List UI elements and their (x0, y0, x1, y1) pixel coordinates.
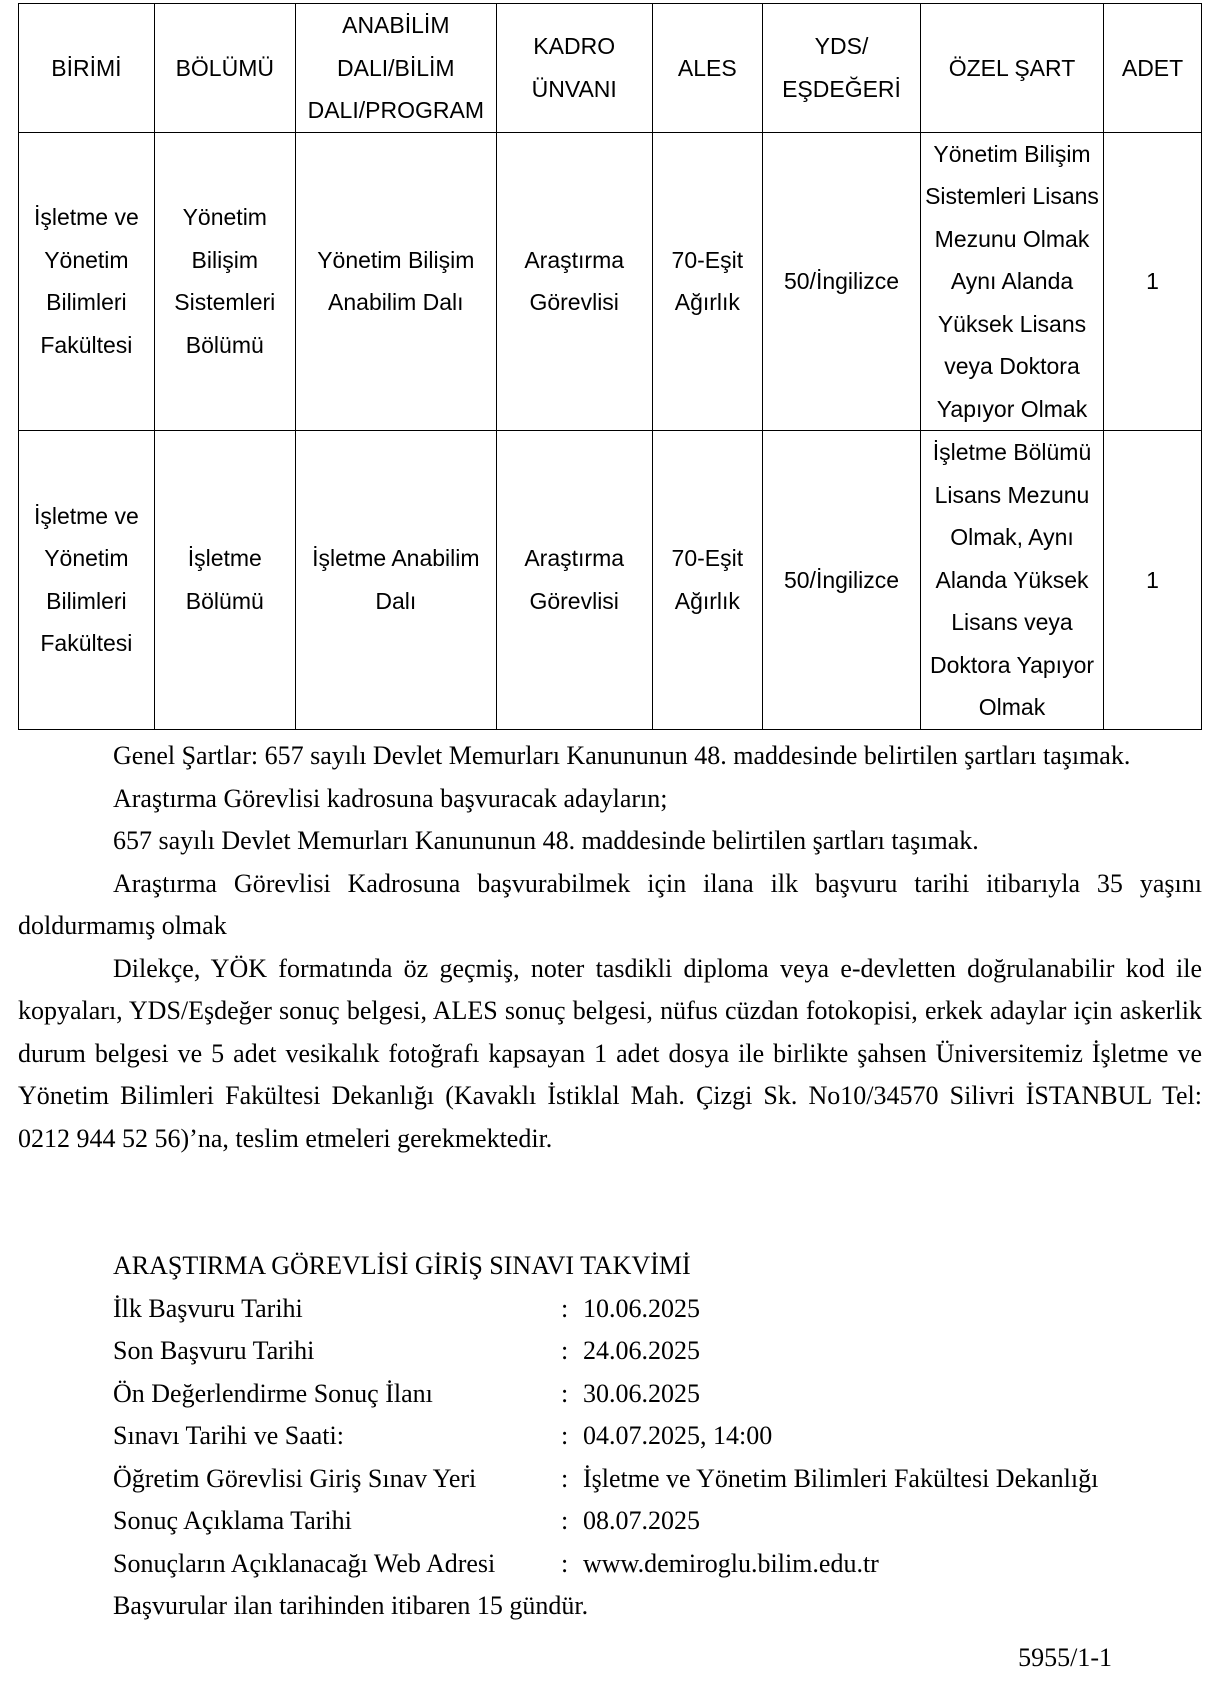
schedule-row (113, 1415, 1193, 1458)
schedule-label: Son Başvuru Tarihi (113, 1336, 315, 1365)
header-adet: ADET (1104, 4, 1202, 133)
schedule-label: Sonuçların Açıklanacağı Web Adresi (113, 1548, 496, 1578)
table-row (19, 132, 1202, 431)
law-conditions-paragraph: 657 sayılı Devlet Memurları Kanununun 48. maddesinde belirtilen şartları taşımak. (113, 826, 979, 855)
reference-number: 5955/1-1 (1018, 1643, 1112, 1672)
schedule-value: 10.06.2025 (583, 1293, 700, 1323)
cell-ozel-sart: İşletme Bölümü Lisans Mezunu Olmak, Aynı Alanda Yüksek Lisans veya Doktora Yapıyor Olmak (920, 431, 1103, 730)
applicants-intro-paragraph: Araştırma Görevlisi kadrosuna başvuracak adayların; (113, 783, 668, 813)
cell-adet: 1 (1104, 132, 1202, 431)
cell-ozel-sart: Yönetim Bilişim Sistemleri Lisans Mezunu Olmak Aynı Alanda Yüksek Lisans veya Doktora Yapıyor Olmak (920, 132, 1103, 431)
cell-yds: 50/İngilizce (763, 431, 921, 730)
schedule-row (113, 1543, 1193, 1586)
schedule-label: Sınavı Tarihi ve Saati: (113, 1421, 344, 1450)
header-birimi: BİRİMİ (19, 4, 155, 133)
schedule-row (113, 1500, 1193, 1543)
cell-ales: 70-Eşit Ağırlık (652, 132, 763, 431)
requirements-text (18, 735, 1202, 1160)
schedule-separator: : (561, 1421, 569, 1450)
schedule-value: 04.07.2025, 14:00 (583, 1421, 773, 1450)
table-row (19, 431, 1202, 730)
schedule-value: 08.07.2025 (583, 1506, 700, 1535)
header-bolumu: BÖLÜMÜ (154, 4, 295, 133)
schedule-value: www.demiroglu.bilim.edu.tr (583, 1548, 879, 1578)
header-ales: ALES (652, 4, 763, 133)
header-ozel-sart: ÖZEL ŞART (920, 4, 1103, 133)
schedule-value: 24.06.2025 (583, 1336, 700, 1365)
age-condition-paragraph: Araştırma Görevlisi Kadrosuna başvurabilmek için ilana ilk başvuru tarihi itibarıyla 35 yaşını doldurmamış olmak (18, 868, 1202, 940)
schedule-row (113, 1288, 1193, 1331)
schedule-value: İşletme ve Yönetim Bilimleri Fakültesi Dekanlığı (583, 1463, 1099, 1493)
header-kadro-unvani: KADRO ÜNVANI (496, 4, 652, 133)
cell-birimi: İşletme ve Yönetim Bilimleri Fakültesi (19, 431, 155, 730)
schedule-separator: : (561, 1548, 569, 1578)
schedule-label: İlk Başvuru Tarihi (113, 1293, 303, 1323)
schedule-separator: : (561, 1336, 569, 1365)
schedule-value: 30.06.2025 (583, 1378, 700, 1408)
schedule-separator: : (561, 1463, 569, 1493)
header-yds: YDS/ EŞDEĞERİ (763, 4, 921, 133)
cell-kadro-unvani: Araştırma Görevlisi (496, 132, 652, 431)
schedule-separator: : (561, 1293, 569, 1323)
cell-birimi: İşletme ve Yönetim Bilimleri Fakültesi (19, 132, 155, 431)
cell-adet: 1 (1104, 431, 1202, 730)
schedule-row (113, 1330, 1193, 1373)
cell-bolumu: İşletme Bölümü (154, 431, 295, 730)
cell-kadro-unvani: Araştırma Görevlisi (496, 431, 652, 730)
cell-anabilim-dali: İşletme Anabilim Dalı (295, 431, 496, 730)
schedule-row (113, 1458, 1193, 1501)
cell-ales: 70-Eşit Ağırlık (652, 431, 763, 730)
cell-yds: 50/İngilizce (763, 132, 921, 431)
position-table (18, 3, 1202, 730)
cell-bolumu: Yönetim Bilişim Sistemleri Bölümü (154, 132, 295, 431)
schedule-label: Öğretim Görevlisi Giriş Sınav Yeri (113, 1463, 477, 1493)
schedule-row (113, 1373, 1193, 1416)
general-conditions-paragraph: Genel Şartlar: 657 sayılı Devlet Memurları Kanununun 48. maddesinde belirtilen şartları taşımak. (113, 741, 1131, 770)
documents-paragraph: Dilekçe, YÖK formatında öz geçmiş, noter tasdikli diploma veya e-devletten doğrulanabilir kod ile kopyaları, YDS/Eşdeğer sonuç belgesi, ALES sonuç belgesi, nüfus cüzdan fotokopisi, erkek adaylar için askerlik durum belgesi ve 5 adet vesikalık fotoğrafı kapsayan 1 adet dosya ile birlikte şahsen Üniversitemiz İşletme ve Yönetim Bilimleri Fakültesi Dekanlığı (Kavaklı İstiklal Mah. Çizgi Sk. No10/34570 Silivri İSTANBUL Tel: 0212 944 52 56)’na, teslim etmeleri gerekmektedir. (18, 953, 1202, 1153)
exam-schedule (113, 1245, 1193, 1628)
application-period-note: Başvurular ilan tarihinden itibaren 15 gündür. (113, 1591, 589, 1620)
schedule-separator: : (561, 1378, 569, 1408)
schedule-title: ARAŞTIRMA GÖREVLİSİ GİRİŞ SINAVI TAKVİMİ (113, 1251, 691, 1280)
schedule-label: Ön Değerlendirme Sonuç İlanı (113, 1378, 433, 1408)
schedule-label: Sonuç Açıklama Tarihi (113, 1506, 352, 1535)
table-header-row (19, 4, 1202, 133)
cell-anabilim-dali: Yönetim Bilişim Anabilim Dalı (295, 132, 496, 431)
header-anabilim-dali: ANABİLİM DALI/BİLİM DALI/PROGRAM (295, 4, 496, 133)
schedule-separator: : (561, 1506, 569, 1535)
